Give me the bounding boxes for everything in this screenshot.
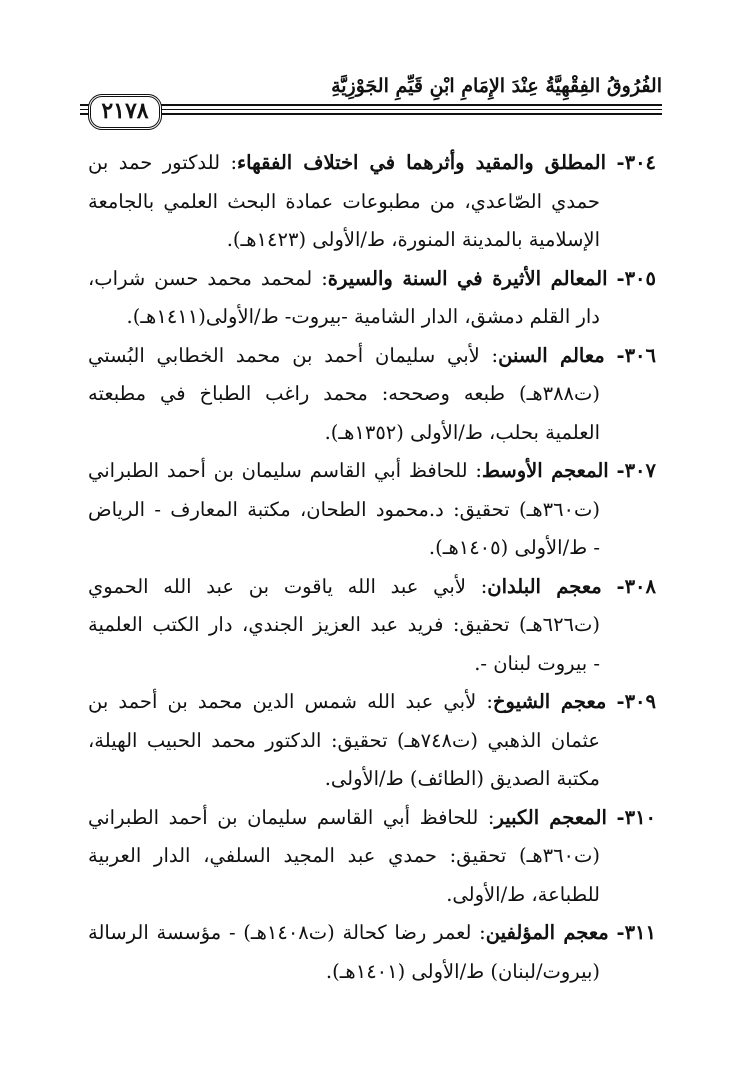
header-rule	[80, 109, 662, 110]
entry-number: ٣٠٦-	[616, 343, 656, 367]
entry-line: دار القلم دمشق، الدار الشامية -بيروت- ط/الأولى(١٤١١هـ).	[126, 305, 600, 328]
entry-line: العلمية بحلب، ط/الأولى (١٣٥٢هـ).	[324, 420, 600, 444]
entry-line: مكتبة الصديق (الطائف) ط/الأولى.	[324, 767, 600, 790]
entry-line: - ط/الأولى (١٤٠٥هـ).	[428, 536, 600, 559]
entry-line	[88, 799, 656, 838]
entry-title: معجم البلدان	[487, 574, 602, 598]
entry-line: (ت٣٦٠هـ) تحقيق: حمدي عبد المجيد السلفي، الدار العربية	[88, 844, 600, 867]
entry-number: ٣٠٩-	[616, 690, 656, 713]
entry-line: عثمان الذهبي (ت٧٤٨هـ) تحقيق: الدكتور محمد الحبيب الهيلة،	[88, 728, 600, 752]
entry-line	[88, 683, 656, 722]
entry-number: ٣٠٨-	[616, 574, 656, 598]
entry-title: المطلق والمقيد وأثرهما في اختلاف الفقهاء	[237, 151, 607, 174]
entry-text: : لأبي عبد الله شمس الدين محمد بن أحمد بن	[88, 690, 493, 713]
running-title: الفُرُوقُ الفِقْهِيَّةُ عِنْدَ الإِمَامِ ابْنِ قَيِّمِ الجَوْزِيَّةِ	[331, 75, 662, 97]
entry-line	[88, 568, 656, 607]
entry-text: : لمحمد محمد حسن شراب،	[88, 266, 328, 290]
entry-title: المعجم الأوسط	[481, 459, 609, 482]
bibliography-entry	[88, 568, 656, 684]
entry-title: معجم المؤلفين	[485, 921, 609, 944]
entry-title: معالم السنن	[498, 343, 605, 367]
entry-line	[88, 144, 656, 183]
entry-number: ٣٠٤-	[616, 151, 656, 174]
entry-text: : للحافظ أبي القاسم سليمان بن أحمد الطبراني	[88, 805, 495, 829]
entry-text: : لأبي عبد الله ياقوت بن عبد الله الحموي	[88, 574, 488, 598]
entry-line: الإسلامية بالمدينة المنورة، ط/الأولى (١٤٢٣هـ).	[226, 228, 600, 251]
entry-number: ٣٠٧-	[616, 459, 656, 482]
entry-number: ٣١٠-	[616, 805, 656, 829]
entry-text: : لأبي سليمان أحمد بن محمد الخطابي البُستي	[88, 343, 499, 367]
entry-text: : لعمر رضا كحالة (ت١٤٠٨هـ) - مؤسسة الرسالة	[88, 921, 486, 944]
entry-line	[88, 337, 656, 376]
page-header	[80, 72, 662, 132]
entry-text: : للدكتور حمد بن	[88, 151, 238, 174]
entry-title: معجم الشيوخ	[492, 690, 607, 713]
bibliography-entry	[88, 914, 656, 991]
entry-line	[88, 452, 656, 491]
entry-line: للطباعة، ط/الأولى.	[446, 882, 600, 906]
entry-line: (ت٣٨٨هـ) طبعه وصححه: محمد راغب الطباخ في مطبعته	[88, 382, 600, 405]
entry-line: - بيروت لبنان -.	[474, 651, 600, 675]
header-rule	[80, 104, 662, 106]
entry-line: (ت٦٢٦هـ) تحقيق: فريد عبد العزيز الجندي، دار الكتب العلمية	[88, 613, 600, 636]
entry-title: المعالم الأثيرة في السنة والسيرة	[327, 266, 608, 290]
bibliography-entry	[88, 337, 656, 453]
entry-line: (بيروت/لبنان) ط/الأولى (١٤٠١هـ).	[325, 959, 600, 983]
bibliography-entry	[88, 683, 656, 799]
bibliography-entry	[88, 452, 656, 568]
entry-line: (ت٣٦٠هـ) تحقيق: د.محمود الطحان، مكتبة المعارف - الرياض	[88, 497, 600, 521]
entry-number: ٣١١-	[616, 921, 656, 944]
entry-text: : للحافظ أبي القاسم سليمان بن أحمد الطبراني	[88, 459, 482, 482]
bibliography-entry	[88, 799, 656, 915]
entry-line	[88, 260, 656, 299]
entry-title: المعجم الكبير	[494, 805, 607, 829]
bibliography-list	[88, 144, 656, 991]
entry-line	[88, 914, 656, 953]
bibliography-entry	[88, 144, 656, 260]
entry-number: ٣٠٥-	[616, 266, 656, 290]
entry-line: حمدي الصّاعدي، من مطبوعات عمادة البحث العلمي بالجامعة	[88, 189, 600, 213]
page-number: ٢١٧٨	[88, 94, 162, 130]
bibliography-entry	[88, 260, 656, 337]
header-rule	[80, 113, 662, 115]
